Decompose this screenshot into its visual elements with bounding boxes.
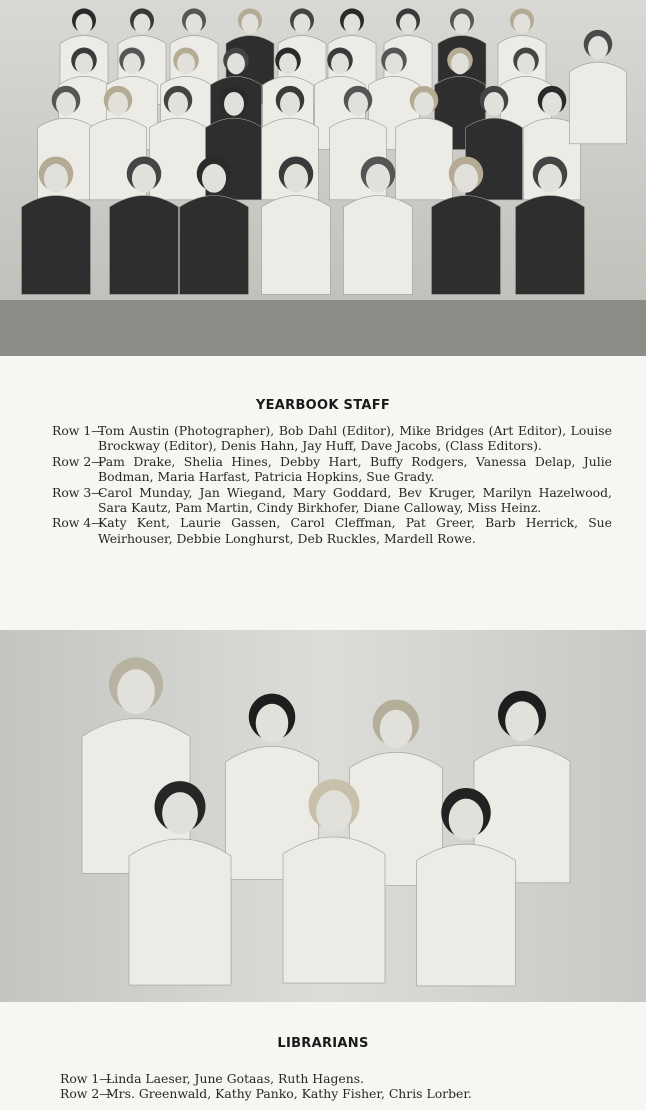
group-photo-icon — [0, 630, 646, 1002]
row-label: Row 2— — [52, 453, 104, 469]
row-names: Carol Munday, Jan Wiegand, Mary Goddard, Bev Kruger, Marilyn Hazelwood, Sara Kautz, Pam Martin, Cindy Birkhofer, Diane Calloway, Miss Heinz. — [98, 484, 612, 516]
row-names: Linda Laeser, June Gotaas, Ruth Hagens. — [106, 1071, 364, 1086]
librarians-photo — [0, 630, 646, 1002]
yearbook-staff-photo — [0, 0, 646, 356]
caption-row — [60, 1086, 620, 1101]
row-names: Pam Drake, Shelia Hines, Debby Hart, Buffy Rodgers, Vanessa Delap, Julie Bodman, Maria Harfast, Patricia Hopkins, Sue Grady. — [98, 453, 612, 485]
row-names: Tom Austin (Photographer), Bob Dahl (Editor), Mike Bridges (Art Editor), Louise Brockway (Editor), Denis Hahn, Jay Huff, Dave Jacobs, (Class Editors). — [98, 423, 612, 454]
row-label: Row 4— — [52, 515, 104, 531]
yearbook-staff-caption — [52, 423, 612, 546]
librarians-caption — [60, 1071, 620, 1102]
caption-row — [52, 485, 612, 516]
yearbook-staff-title: YEARBOOK STAFF — [255, 398, 391, 413]
caption-row — [52, 515, 612, 546]
row-label: Row 2— — [60, 1086, 112, 1102]
group-photo-icon — [0, 0, 646, 356]
row-label: Row 1— — [52, 423, 104, 438]
row-label: Row 3— — [52, 484, 104, 500]
row-names: Katy Kent, Laurie Gassen, Carol Cleffman, Pat Greer, Barb Herrick, Sue Weirhouser, Debbie Longhurst, Deb Ruckles, Mardell Rowe. — [98, 515, 612, 546]
row-names: Mrs. Greenwald, Kathy Panko, Kathy Fisher, Chris Lorber. — [106, 1086, 472, 1102]
caption-row — [52, 423, 612, 454]
caption-row — [52, 454, 612, 485]
row-label: Row 1— — [60, 1071, 112, 1086]
caption-row — [60, 1071, 620, 1086]
librarians-title: LIBRARIANS — [277, 1036, 369, 1051]
